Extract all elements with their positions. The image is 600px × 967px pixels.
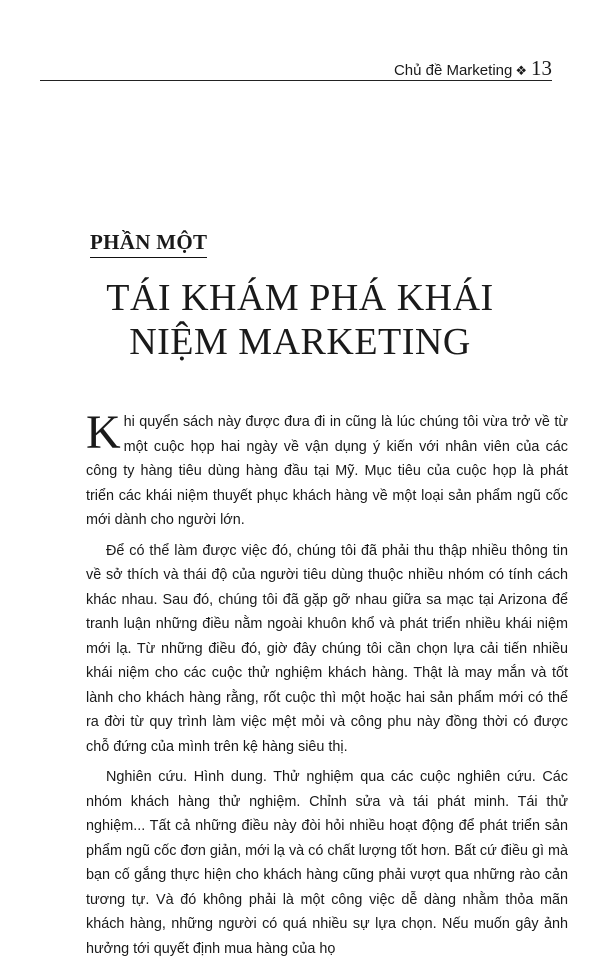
paragraph-3: Nghiên cứu. Hình dung. Thử nghiệm qua các cuộc nghiên cứu. Các nhóm khách hàng thử nghiệm. Chỉnh sửa và tái phát minh. Tái thử nghiệm... Tất cả những điều này đòi hỏi nhiều hoạt động để phát triển sản phẩm ngũ cốc đơn giản, mới lạ và có chất lượng tốt hơn. Bất cứ điều gì mà bạn cố gắng thực hiện cho khách hàng cũng phải vượt qua những rào cản tương tự. Và đó không phải là một công việc dễ dàng nhằm thỏa mãn khách hàng, những người có quá nhiều sự lựa chọn. Nếu muốn gây ảnh hưởng tới quyết định mua hàng của họ: [86, 769, 568, 957]
running-title: Chủ đề Marketing: [393, 62, 513, 79]
paragraph-1-text: hi quyển sách này được đưa đi in cũng là lúc chúng tôi vừa trở về từ một cuộc họp hai ngày về vận dụng ý kiến với nhân viên của các công ty hàng tiêu dùng hàng đầu tại Mỹ. Mục tiêu của cuộc họp là phát triển các khái niệm thuyết phục khách hàng về một loại sản phẩm ngũ cốc mới dành cho người lớn.: [86, 414, 568, 528]
part-title: [60, 276, 540, 364]
drop-cap: K: [86, 406, 121, 459]
part-label: PHẦN MỘT: [90, 230, 207, 258]
diamond-separator-icon: ❖: [515, 63, 527, 78]
body-text: [86, 406, 568, 967]
part-title-line-1: TÁI KHÁM PHÁ KHÁI: [106, 277, 494, 319]
page-number: 13: [531, 56, 552, 80]
paragraph-2: Để có thể làm được việc đó, chúng tôi đã phải thu thập nhiều thông tin về sở thích và thái độ của người tiêu dùng thuộc nhiều nhóm có tính cách khác nhau. Sau đó, chúng tôi đã gặp gỡ nhau giữa sa mạc tại Arizona để tranh luận những điều nằm ngoài khuôn khổ và phát triển nhiều khái niệm mới lạ. Từ những điều đó, giờ đây chúng tôi cần chọn lựa cải tiến nhiều khái niệm cho các cuộc thử nghiệm khách hàng. Thật là may mắn và tốt lành cho khách hàng rằng, rốt cuộc thì một hoặc hai sản phẩm mới có thể ra đời từ quy trình làm việc mệt mỏi và công phu này đồng thời có được chỗ đứng của mình trên kệ hàng siêu thị.: [86, 542, 568, 755]
part-title-line-2: NIỆM MARKETING: [129, 321, 471, 363]
paragraph-1: [86, 406, 568, 533]
page-header: [40, 58, 552, 81]
running-head: [394, 58, 552, 81]
